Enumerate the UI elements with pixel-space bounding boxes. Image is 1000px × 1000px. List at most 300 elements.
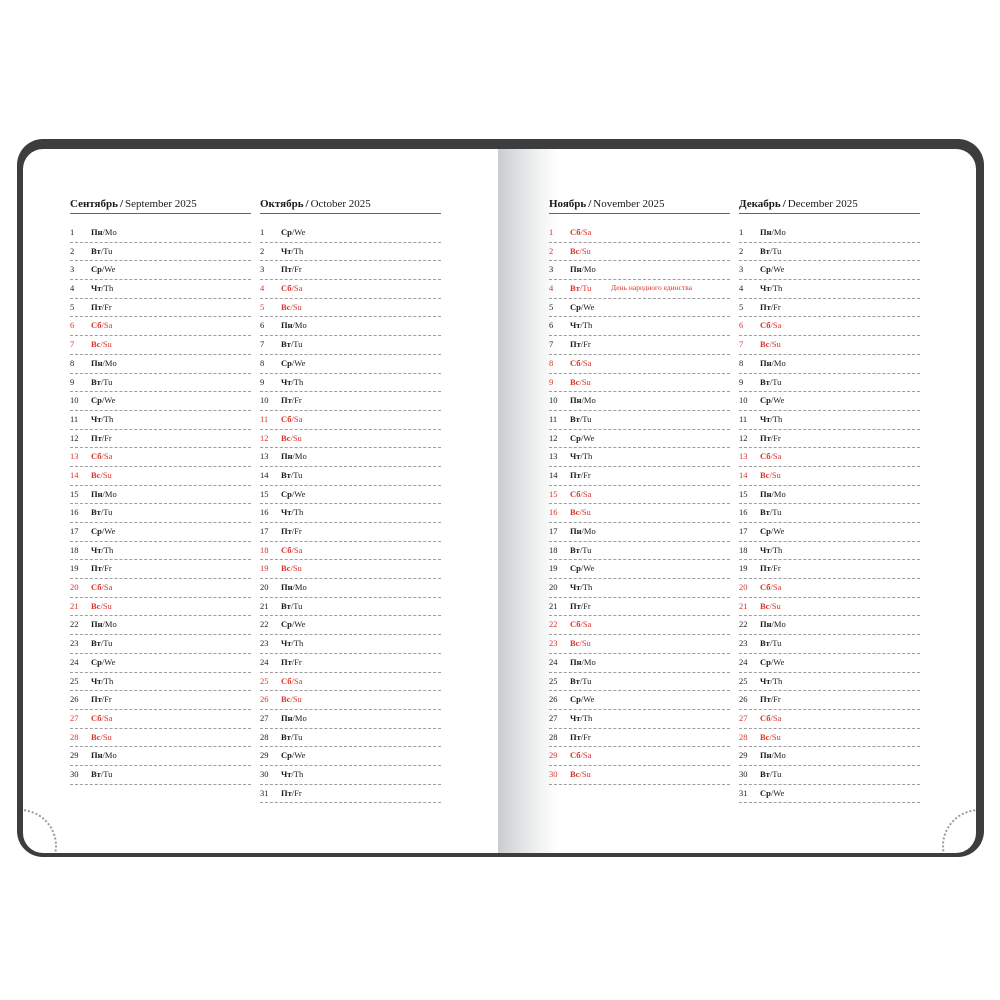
day-row bbox=[549, 560, 730, 579]
day-of-week-en: Su bbox=[102, 469, 112, 480]
day-row bbox=[549, 317, 730, 336]
day-of-week-ru: Сб bbox=[281, 544, 292, 555]
month-name-ru: Сентябрь bbox=[70, 198, 118, 210]
day-of-week-ru: Вс bbox=[91, 469, 101, 480]
day-number: 12 bbox=[549, 432, 558, 443]
day-of-week: Сб/Sa bbox=[570, 357, 592, 368]
day-of-week: Сб/Sa bbox=[570, 750, 592, 761]
day-of-week-ru: Сб bbox=[281, 283, 292, 294]
day-of-week: Чт/Th bbox=[760, 283, 783, 294]
day-of-week-ru: Ср bbox=[281, 227, 292, 237]
day-of-week-ru: Пт bbox=[760, 563, 771, 574]
day-row bbox=[549, 430, 730, 449]
day-of-week: Ср/We bbox=[281, 488, 306, 499]
day-of-week: Сб/Sa bbox=[281, 283, 303, 294]
day-of-week: Вс/Su bbox=[91, 731, 112, 742]
day-of-week-en: Su bbox=[102, 339, 112, 350]
day-row bbox=[549, 355, 730, 374]
day-row bbox=[739, 542, 920, 561]
day-number: 16 bbox=[260, 507, 269, 518]
day-row bbox=[739, 729, 920, 748]
day-of-week-ru: Сб bbox=[760, 712, 771, 723]
day-number: 28 bbox=[739, 731, 748, 742]
day-row bbox=[70, 616, 251, 635]
day-of-week-ru: Пт bbox=[570, 600, 581, 611]
day-of-week: Ср/We bbox=[760, 787, 785, 798]
day-row bbox=[739, 411, 920, 430]
day-of-week-ru: Ср bbox=[570, 694, 581, 705]
day-of-week: Вт/Tu bbox=[760, 507, 782, 518]
month-name-en: November 2025 bbox=[593, 198, 665, 210]
day-of-week: Чт/Th bbox=[570, 451, 593, 462]
day-number: 14 bbox=[70, 469, 79, 480]
day-of-week-ru: Вт bbox=[760, 245, 770, 256]
day-row bbox=[739, 467, 920, 486]
day-row bbox=[260, 280, 441, 299]
day-of-week-en: Fr bbox=[294, 526, 302, 536]
day-of-week: Ср/We bbox=[91, 526, 116, 536]
day-of-week: Пт/Fr bbox=[570, 600, 591, 611]
day-of-week-en: Sa bbox=[103, 320, 113, 331]
day-row bbox=[549, 374, 730, 393]
corner-stitch-dots bbox=[942, 809, 976, 853]
day-of-week-en: Sa bbox=[772, 320, 782, 331]
day-of-week-en: Tu bbox=[772, 245, 782, 256]
day-number: 12 bbox=[70, 432, 79, 443]
day-of-week: Сб/Sa bbox=[281, 413, 303, 424]
day-of-week: Пт/Fr bbox=[281, 526, 302, 536]
day-number: 26 bbox=[739, 694, 748, 705]
day-of-week-ru: Пт bbox=[760, 694, 771, 705]
day-number: 4 bbox=[739, 283, 744, 294]
day-of-week: Вт/Tu bbox=[570, 544, 592, 555]
day-number: 20 bbox=[739, 582, 748, 593]
day-number: 27 bbox=[739, 712, 748, 723]
day-of-week-en: Su bbox=[292, 563, 302, 574]
day-number: 2 bbox=[260, 245, 265, 256]
day-of-week-ru: Вс bbox=[570, 638, 580, 649]
day-row bbox=[260, 785, 441, 804]
day-of-week: Вс/Su bbox=[760, 731, 781, 742]
day-of-week-en: Sa bbox=[772, 582, 782, 593]
day-number: 11 bbox=[739, 413, 748, 424]
day-of-week-ru: Ср bbox=[91, 526, 102, 536]
day-of-week-en: Mo bbox=[773, 750, 786, 761]
day-row bbox=[70, 336, 251, 355]
day-of-week: Вт/Tu bbox=[91, 507, 113, 518]
day-number: 24 bbox=[549, 656, 558, 667]
day-of-week-ru: Вс bbox=[281, 432, 291, 443]
day-of-week-en: Sa bbox=[293, 283, 303, 294]
day-of-week-ru: Вт bbox=[760, 376, 770, 387]
day-number: 26 bbox=[549, 694, 558, 705]
day-row bbox=[70, 261, 251, 280]
day-of-week: Вт/Tu bbox=[91, 768, 113, 779]
day-row bbox=[739, 392, 920, 411]
day-row bbox=[70, 486, 251, 505]
day-of-week-en: Tu bbox=[103, 507, 113, 518]
day-row bbox=[739, 560, 920, 579]
day-of-week-en: Th bbox=[293, 768, 304, 779]
day-row bbox=[739, 486, 920, 505]
day-of-week-en: We bbox=[104, 264, 116, 275]
day-row bbox=[739, 430, 920, 449]
day-row bbox=[260, 486, 441, 505]
day-number: 12 bbox=[260, 432, 269, 443]
day-of-week-en: Sa bbox=[582, 488, 592, 499]
day-of-week-ru: Вт bbox=[760, 768, 770, 779]
day-row bbox=[549, 392, 730, 411]
day-of-week: Пн/Mo bbox=[91, 488, 117, 499]
day-of-week-ru: Пн bbox=[91, 750, 103, 761]
day-number: 27 bbox=[260, 712, 269, 723]
day-of-week: Пт/Fr bbox=[91, 563, 112, 574]
day-row bbox=[739, 280, 920, 299]
day-row bbox=[70, 317, 251, 336]
holiday-label: День народного единства bbox=[611, 283, 693, 293]
day-of-week-ru: Вт bbox=[570, 413, 580, 424]
day-of-week-ru: Сб bbox=[760, 320, 771, 331]
day-row bbox=[739, 448, 920, 467]
day-of-week: Пт/Fr bbox=[91, 694, 112, 705]
day-of-week-ru: Сб bbox=[570, 488, 581, 499]
day-of-week-en: We bbox=[104, 395, 116, 406]
day-of-week-en: Tu bbox=[103, 638, 113, 649]
day-of-week: Ср/We bbox=[281, 357, 306, 368]
day-of-week-ru: Пт bbox=[281, 395, 292, 406]
day-of-week-ru: Вт bbox=[281, 731, 291, 742]
day-of-week-ru: Ср bbox=[91, 656, 102, 667]
day-row bbox=[260, 616, 441, 635]
day-of-week: Пт/Fr bbox=[570, 731, 591, 742]
day-of-week-ru: Пн bbox=[91, 357, 103, 368]
day-row bbox=[70, 766, 251, 785]
day-number: 7 bbox=[260, 339, 265, 350]
day-row bbox=[549, 299, 730, 318]
day-of-week-en: Fr bbox=[294, 264, 302, 275]
day-row bbox=[260, 411, 441, 430]
day-of-week: Вс/Su bbox=[281, 432, 302, 443]
day-number: 8 bbox=[549, 357, 554, 368]
day-of-week-ru: Чт bbox=[281, 376, 292, 387]
day-of-week: Пт/Fr bbox=[281, 656, 302, 667]
day-number: 6 bbox=[70, 320, 75, 331]
day-of-week: Ср/We bbox=[760, 526, 785, 536]
day-number: 24 bbox=[739, 656, 748, 667]
day-of-week-ru: Вс bbox=[91, 731, 101, 742]
day-row bbox=[549, 224, 730, 243]
day-of-week-ru: Пт bbox=[91, 301, 102, 312]
day-of-week-ru: Пт bbox=[91, 694, 102, 705]
day-number: 3 bbox=[70, 264, 75, 275]
day-row bbox=[260, 355, 441, 374]
day-row bbox=[260, 299, 441, 318]
day-of-week-en: Tu bbox=[772, 507, 782, 518]
day-of-week-ru: Пн bbox=[570, 656, 582, 667]
corner-stitch-dots bbox=[23, 809, 57, 853]
day-of-week-ru: Ср bbox=[281, 488, 292, 499]
day-of-week-en: We bbox=[583, 432, 595, 443]
day-row bbox=[549, 411, 730, 430]
day-of-week: Ср/We bbox=[760, 656, 785, 667]
day-of-week-ru: Чт bbox=[570, 451, 581, 462]
day-of-week-ru: Пн bbox=[91, 619, 103, 630]
day-of-week-en: Tu bbox=[293, 339, 303, 350]
day-of-week-en: Mo bbox=[294, 320, 307, 331]
day-row bbox=[549, 691, 730, 710]
day-number: 8 bbox=[260, 357, 265, 368]
day-of-week: Сб/Sa bbox=[760, 582, 782, 593]
day-of-week-en: Su bbox=[581, 376, 591, 387]
day-row bbox=[549, 243, 730, 262]
day-row bbox=[260, 523, 441, 542]
day-of-week: Вт/Tu bbox=[281, 339, 303, 350]
day-number: 21 bbox=[739, 600, 748, 611]
day-number: 30 bbox=[549, 768, 558, 779]
day-number: 19 bbox=[260, 563, 269, 574]
day-number: 13 bbox=[739, 451, 748, 462]
day-number: 16 bbox=[739, 507, 748, 518]
day-row bbox=[70, 729, 251, 748]
month-name-en: October 2025 bbox=[310, 198, 371, 210]
day-of-week-ru: Пн bbox=[570, 526, 582, 536]
day-of-week-en: Th bbox=[582, 582, 593, 593]
day-number: 10 bbox=[739, 395, 748, 406]
day-of-week: Сб/Sa bbox=[570, 227, 592, 237]
day-number: 11 bbox=[260, 413, 269, 424]
day-row bbox=[549, 635, 730, 654]
day-of-week-ru: Вт bbox=[281, 469, 291, 480]
day-row bbox=[70, 654, 251, 673]
day-of-week-en: Mo bbox=[294, 712, 307, 723]
day-of-week: Вт/Tu bbox=[281, 731, 303, 742]
day-of-week: Сб/Sa bbox=[281, 675, 303, 686]
day-of-week-en: We bbox=[294, 619, 306, 630]
day-row bbox=[260, 542, 441, 561]
day-row bbox=[260, 710, 441, 729]
day-of-week-ru: Сб bbox=[91, 451, 102, 462]
day-of-week: Пн/Mo bbox=[760, 357, 786, 368]
day-of-week-en: Mo bbox=[583, 395, 596, 406]
day-of-week-en: Tu bbox=[772, 768, 782, 779]
day-of-week-en: Th bbox=[772, 413, 783, 424]
day-of-week: Вс/Su bbox=[760, 600, 781, 611]
day-row bbox=[70, 280, 251, 299]
day-of-week: Вс/Su bbox=[760, 469, 781, 480]
day-number: 19 bbox=[549, 563, 558, 574]
day-of-week-en: We bbox=[104, 526, 116, 536]
day-number: 2 bbox=[739, 245, 744, 256]
day-of-week: Пн/Mo bbox=[281, 712, 307, 723]
day-of-week: Пт/Fr bbox=[570, 469, 591, 480]
day-of-week: Чт/Th bbox=[570, 582, 593, 593]
day-number: 3 bbox=[549, 264, 554, 275]
day-row bbox=[739, 673, 920, 692]
day-of-week: Пн/Mo bbox=[570, 395, 596, 406]
day-number: 17 bbox=[739, 526, 748, 536]
day-of-week: Чт/Th bbox=[281, 638, 304, 649]
day-of-week: Вт/Tu bbox=[91, 376, 113, 387]
day-of-week-ru: Пт bbox=[570, 731, 581, 742]
day-of-week: Чт/Th bbox=[281, 507, 304, 518]
day-row bbox=[70, 467, 251, 486]
day-of-week: Пн/Mo bbox=[281, 582, 307, 593]
day-row bbox=[70, 747, 251, 766]
day-row bbox=[70, 560, 251, 579]
day-of-week: Пн/Mo bbox=[760, 750, 786, 761]
day-of-week-ru: Ср bbox=[760, 395, 771, 406]
day-of-week-ru: Пн bbox=[91, 488, 103, 499]
day-of-week-en: Tu bbox=[772, 376, 782, 387]
day-of-week-en: Mo bbox=[583, 264, 596, 275]
day-of-week-en: Th bbox=[103, 544, 114, 555]
day-number: 23 bbox=[549, 638, 558, 649]
day-of-week-en: Su bbox=[771, 339, 781, 350]
day-of-week-en: We bbox=[294, 488, 306, 499]
day-of-week: Чт/Th bbox=[760, 675, 783, 686]
day-of-week: Сб/Sa bbox=[91, 320, 113, 331]
day-of-week-en: We bbox=[773, 526, 785, 536]
day-number: 27 bbox=[549, 712, 558, 723]
day-of-week-en: Su bbox=[581, 638, 591, 649]
day-row bbox=[739, 261, 920, 280]
day-of-week-ru: Вс bbox=[91, 600, 101, 611]
day-number: 24 bbox=[70, 656, 79, 667]
day-row bbox=[70, 355, 251, 374]
day-of-week: Ср/We bbox=[570, 563, 595, 574]
day-number: 25 bbox=[260, 675, 269, 686]
day-number: 4 bbox=[549, 283, 554, 294]
day-number: 30 bbox=[260, 768, 269, 779]
day-of-week: Вс/Su bbox=[570, 638, 591, 649]
day-of-week: Вс/Su bbox=[91, 600, 112, 611]
day-row bbox=[70, 598, 251, 617]
day-of-week-en: Mo bbox=[583, 526, 596, 536]
day-number: 31 bbox=[260, 787, 269, 798]
day-number: 20 bbox=[70, 582, 79, 593]
day-of-week-en: Tu bbox=[582, 283, 592, 294]
day-row bbox=[70, 504, 251, 523]
day-of-week-en: Mo bbox=[583, 656, 596, 667]
day-of-week: Вс/Su bbox=[91, 469, 112, 480]
day-of-week-ru: Пн bbox=[91, 227, 103, 237]
day-of-week-en: Tu bbox=[293, 469, 303, 480]
day-of-week-en: Th bbox=[103, 675, 114, 686]
month-name-ru: Декабрь bbox=[739, 198, 781, 210]
day-row bbox=[739, 766, 920, 785]
day-of-week: Пт/Fr bbox=[281, 395, 302, 406]
day-of-week-en: Sa bbox=[103, 451, 113, 462]
day-number: 17 bbox=[70, 526, 79, 536]
day-number: 2 bbox=[549, 245, 554, 256]
month-header: Октябрь / October 2025 bbox=[260, 197, 441, 214]
day-row bbox=[70, 430, 251, 449]
day-of-week-ru: Вт bbox=[760, 507, 770, 518]
day-of-week-ru: Вт bbox=[570, 544, 580, 555]
day-of-week: Пн/Mo bbox=[760, 227, 786, 237]
day-of-week-ru: Ср bbox=[570, 432, 581, 443]
day-of-week-en: Th bbox=[582, 451, 593, 462]
day-number: 18 bbox=[70, 544, 79, 555]
day-of-week-en: Tu bbox=[772, 638, 782, 649]
month-header: Декабрь / December 2025 bbox=[739, 197, 920, 214]
day-of-week-ru: Вт bbox=[281, 600, 291, 611]
day-of-week: Чт/Th bbox=[91, 675, 114, 686]
day-of-week: Вт/Tu bbox=[281, 600, 303, 611]
day-of-week-en: Fr bbox=[104, 694, 112, 705]
day-of-week-en: Mo bbox=[104, 750, 117, 761]
day-number: 23 bbox=[739, 638, 748, 649]
day-number: 22 bbox=[739, 619, 748, 630]
day-row bbox=[549, 747, 730, 766]
day-of-week: Пт/Fr bbox=[91, 301, 112, 312]
day-of-week-en: Tu bbox=[582, 544, 592, 555]
day-of-week-en: Fr bbox=[104, 563, 112, 574]
day-of-week: Сб/Sa bbox=[760, 712, 782, 723]
day-of-week-en: Fr bbox=[583, 600, 591, 611]
day-of-week-en: Sa bbox=[103, 712, 113, 723]
day-number: 20 bbox=[549, 582, 558, 593]
day-of-week-en: Sa bbox=[582, 750, 592, 761]
day-of-week: Вс/Su bbox=[91, 339, 112, 350]
day-of-week-en: Su bbox=[771, 731, 781, 742]
day-of-week-ru: Ср bbox=[91, 264, 102, 275]
day-row bbox=[549, 448, 730, 467]
day-of-week-en: Th bbox=[103, 283, 114, 294]
month-name-en: September 2025 bbox=[125, 198, 197, 210]
day-row bbox=[260, 560, 441, 579]
day-of-week-ru: Ср bbox=[570, 301, 581, 312]
day-of-week-ru: Вс bbox=[760, 731, 770, 742]
day-row bbox=[70, 392, 251, 411]
day-of-week-en: Su bbox=[102, 600, 112, 611]
day-of-week-ru: Вс bbox=[760, 469, 770, 480]
day-number: 17 bbox=[549, 526, 558, 536]
day-of-week-en: We bbox=[583, 694, 595, 705]
day-number: 23 bbox=[70, 638, 79, 649]
day-of-week: Сб/Sa bbox=[570, 488, 592, 499]
day-of-week-ru: Пт bbox=[91, 432, 102, 443]
day-of-week-en: Mo bbox=[104, 357, 117, 368]
day-number: 18 bbox=[260, 544, 269, 555]
day-of-week: Чт/Th bbox=[91, 413, 114, 424]
day-of-week-ru: Вт bbox=[91, 376, 101, 387]
day-of-week-en: Fr bbox=[583, 731, 591, 742]
day-number: 1 bbox=[260, 227, 265, 237]
day-row bbox=[70, 523, 251, 542]
day-of-week-en: Tu bbox=[103, 245, 113, 256]
day-of-week-ru: Сб bbox=[570, 619, 581, 630]
month-header: Ноябрь / November 2025 bbox=[549, 197, 730, 214]
day-of-week-en: Sa bbox=[582, 227, 592, 237]
day-of-week-en: Fr bbox=[773, 301, 781, 312]
day-of-week: Чт/Th bbox=[760, 544, 783, 555]
day-of-week: Вт/Tu bbox=[91, 638, 113, 649]
day-of-week: Вт/Tu bbox=[570, 675, 592, 686]
day-number: 5 bbox=[549, 301, 554, 312]
day-of-week-ru: Чт bbox=[281, 768, 292, 779]
day-of-week: Вс/Su bbox=[760, 339, 781, 350]
day-of-week: Пн/Mo bbox=[91, 750, 117, 761]
day-of-week-en: Su bbox=[771, 600, 781, 611]
day-of-week: Вт/Tu bbox=[760, 376, 782, 387]
day-of-week: Ср/We bbox=[570, 432, 595, 443]
day-number: 10 bbox=[549, 395, 558, 406]
day-of-week-ru: Сб bbox=[570, 227, 581, 237]
day-number: 16 bbox=[549, 507, 558, 518]
day-of-week-en: Su bbox=[581, 768, 591, 779]
day-of-week-en: Sa bbox=[772, 451, 782, 462]
